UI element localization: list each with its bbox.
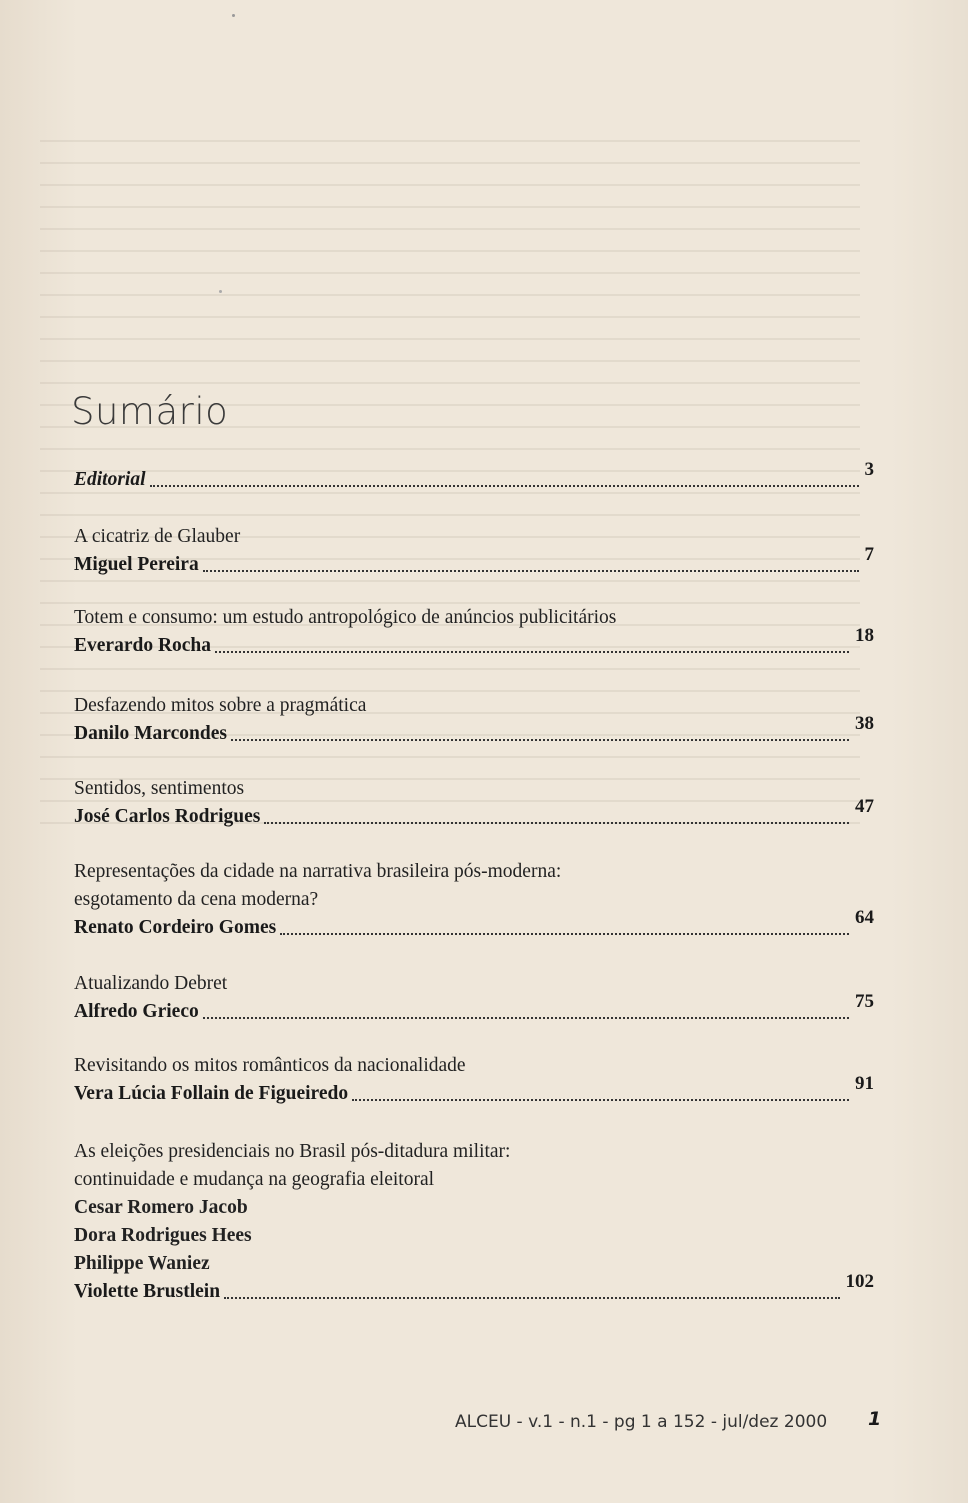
speck [219, 290, 222, 293]
toc-author: Vera Lúcia Follain de Figueiredo [74, 1083, 349, 1104]
dot-leader [224, 1296, 839, 1299]
toc-article-title: continuidade e mudança na geografia eleitoral [74, 1169, 435, 1190]
toc-author: Violette Brustlein [74, 1281, 221, 1302]
toc-page-number: 3 [864, 459, 874, 480]
toc-author: Alfredo Grieco [74, 1001, 199, 1022]
toc-author-line [74, 544, 874, 579]
toc-article-title: Desfazendo mitos sobre a pragmática [74, 695, 367, 716]
toc-author-line [74, 713, 874, 748]
toc-page-number: 75 [855, 991, 874, 1012]
dot-leader [150, 484, 859, 487]
toc-article-title: esgotamento da cena moderna? [74, 889, 319, 910]
dot-leader [231, 738, 849, 741]
toc-article-title: Atualizando Debret [74, 973, 228, 994]
toc-author: Cesar Romero Jacob [74, 1197, 248, 1218]
dot-leader [264, 821, 849, 824]
toc-entry [74, 1138, 874, 1306]
folio-page-number: 1 [868, 1408, 882, 1430]
dot-leader [203, 1016, 849, 1019]
dot-leader [352, 1098, 849, 1101]
toc-author: José Carlos Rodrigues [74, 806, 261, 827]
toc-entry [74, 604, 874, 660]
toc-entry [74, 775, 874, 831]
toc-author-line [74, 625, 874, 660]
toc-entry [74, 970, 874, 1026]
toc-page-number: 18 [855, 625, 874, 646]
toc-page-number: 38 [855, 713, 874, 734]
toc-editorial-label: Editorial [74, 469, 146, 490]
toc-page-number: 47 [855, 796, 874, 817]
toc-author: Miguel Pereira [74, 554, 199, 575]
toc-author-line [74, 459, 874, 494]
toc-author: Dora Rodrigues Hees [74, 1225, 252, 1246]
toc-author-line [74, 796, 874, 831]
toc-author-line [74, 907, 874, 942]
toc-entry [74, 692, 874, 748]
toc-article-title: Sentidos, sentimentos [74, 778, 245, 799]
toc-article-title: Representações da cidade na narrativa brasileira pós-moderna: [74, 861, 562, 882]
toc-entry [74, 523, 874, 579]
toc-article-title: A cicatriz de Glauber [74, 526, 241, 547]
toc-author-line [74, 1073, 874, 1108]
dot-leader [280, 932, 849, 935]
page-title: Sumário [71, 390, 229, 433]
toc-article-title: Totem e consumo: um estudo antropológico de anúncios publicitários [74, 607, 617, 628]
toc-article-title: Revisitando os mitos românticos da nacionalidade [74, 1055, 466, 1076]
toc-page-number: 91 [855, 1073, 874, 1094]
toc-page-number: 102 [845, 1271, 874, 1292]
toc-entry [74, 1052, 874, 1108]
toc-author: Everardo Rocha [74, 635, 212, 656]
toc-author: Renato Cordeiro Gomes [74, 917, 277, 938]
toc-author: Philippe Waniez [74, 1253, 210, 1274]
toc-article-title: As eleições presidenciais no Brasil pós-ditadura militar: [74, 1141, 511, 1162]
toc-author: Danilo Marcondes [74, 723, 227, 744]
dot-leader [203, 569, 859, 572]
toc-page-number: 64 [855, 907, 874, 928]
toc-author-line [74, 991, 874, 1026]
toc-author-line [74, 1271, 874, 1306]
dot-leader [215, 650, 849, 653]
journal-footer: ALCEU - v.1 - n.1 - pg 1 a 152 - jul/dez 2000 [455, 1412, 828, 1432]
toc-page-number: 7 [864, 544, 874, 565]
toc-entry [74, 858, 874, 942]
toc-entry-editorial [74, 459, 874, 494]
speck [232, 14, 235, 17]
